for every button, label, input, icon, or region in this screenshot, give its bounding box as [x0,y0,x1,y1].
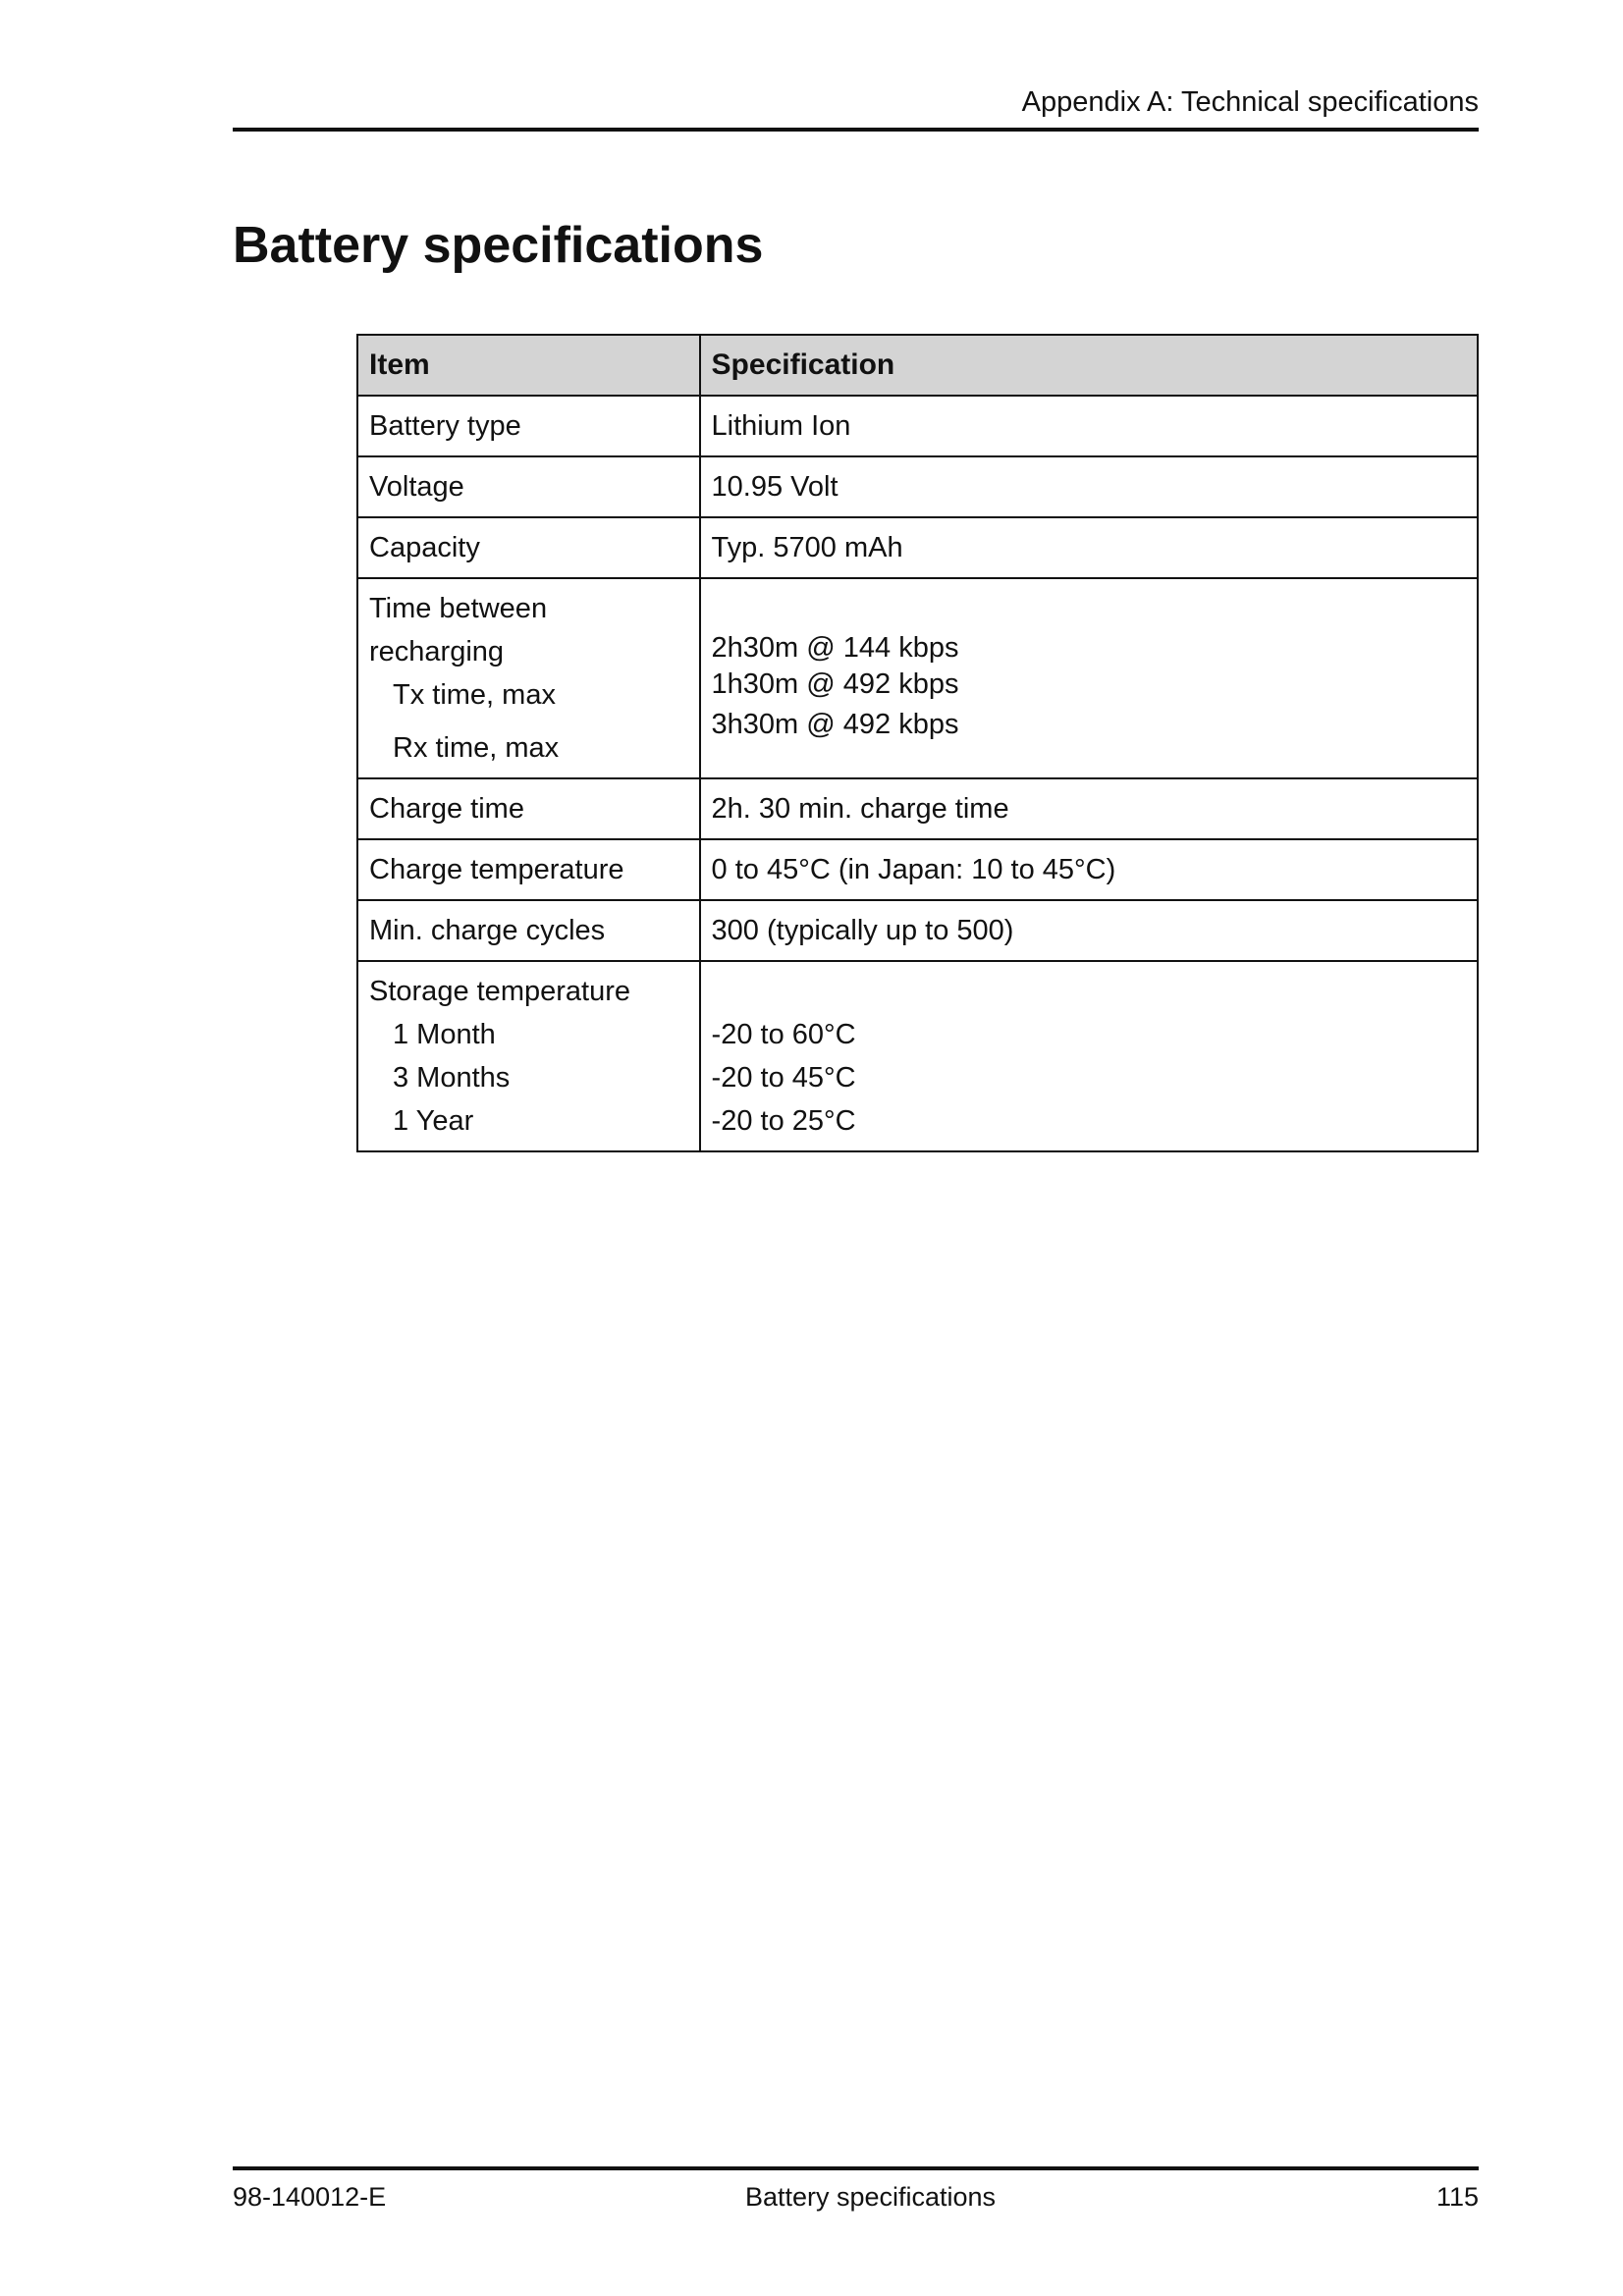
storage-3-months-value: -20 to 45°C [711,1062,856,1094]
table-header-row [357,335,1478,396]
footer-doc-number: 98-140012-E [233,2182,387,2212]
spacer [369,717,688,726]
spacer [712,587,1466,630]
spec-cell: 2h. 30 min. charge time [700,778,1478,839]
spec-cell: 0 to 45°C (in Japan: 10 to 45°C) [700,839,1478,900]
table-row [357,456,1478,517]
item-cell: Charge time [357,778,700,839]
header-rule [233,128,1479,132]
running-header: Appendix A: Technical specifications [1021,86,1479,118]
storage-3-months-label: 3 Months [393,1062,511,1094]
table-row [357,517,1478,578]
item-cell [357,961,700,1151]
storage-1-year-value: -20 to 25°C [711,1105,856,1137]
item-cell: Voltage [357,456,700,517]
table-row [357,396,1478,456]
tx-time-value-2: 1h30m @ 492 kbps [711,668,959,700]
table-row [357,900,1478,961]
battery-spec-table [356,334,1479,1152]
footer-section: Battery specifications [744,2182,997,2212]
spec-cell: Lithium Ion [700,396,1478,456]
footer-rule [233,2166,1479,2170]
page-title: Battery specifications [233,217,764,274]
item-cell: Capacity [357,517,700,578]
table-row [357,778,1478,839]
item-cell: Charge temperature [357,839,700,900]
rx-time-label: Rx time, max [393,732,560,764]
spec-cell [700,961,1478,1151]
column-header-specification: Specification [700,335,1478,396]
spec-cell [700,578,1478,778]
item-label: Time between recharging [369,593,548,667]
storage-1-month-value: -20 to 60°C [711,1019,856,1050]
tx-time-value-1: 2h30m @ 144 kbps [711,632,959,664]
spacer [712,970,1466,1013]
item-cell: Min. charge cycles [357,900,700,961]
spec-cell: Typ. 5700 mAh [700,517,1478,578]
column-header-item: Item [357,335,700,396]
rx-time-value: 3h30m @ 492 kbps [711,709,959,740]
table-row [357,578,1478,778]
tx-time-label: Tx time, max [393,679,556,711]
item-cell [357,578,700,778]
storage-1-year-label: 1 Year [393,1105,474,1137]
table-row [357,839,1478,900]
table-row [357,961,1478,1151]
item-cell: Battery type [357,396,700,456]
spec-cell: 300 (typically up to 500) [700,900,1478,961]
storage-1-month-label: 1 Month [393,1019,496,1050]
footer-page-number: 115 [1435,2182,1479,2212]
item-label: Storage temperature [369,976,630,1007]
spec-cell: 10.95 Volt [700,456,1478,517]
